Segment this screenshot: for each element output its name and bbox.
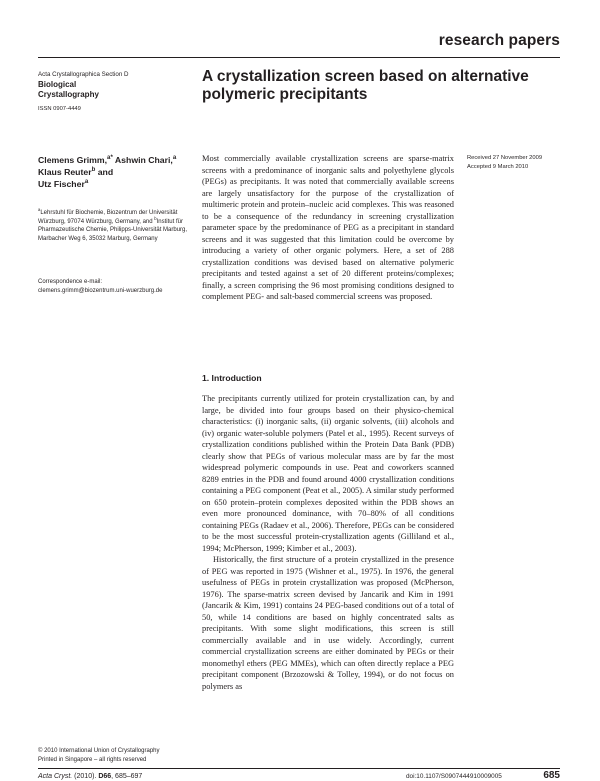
copyright-line1: © 2010 International Union of Crystallography [38, 748, 160, 754]
affil-a-text: Lehrstuhl für Biochemie, Biozentrum der Universität Würzburg, 97074 Würzburg, Germany, and [38, 210, 178, 225]
affil-mark: b [91, 166, 96, 174]
affil-mark: a [84, 178, 89, 186]
received-date: Received 27 November 2009 [467, 155, 543, 161]
author-chari: Ashwin Chari, [112, 155, 173, 165]
footer-volume: D66 [98, 773, 112, 780]
author-reuter: Klaus Reuter [38, 167, 92, 177]
section-heading-introduction: 1. Introduction [202, 373, 262, 383]
affil-mark: a [107, 154, 111, 162]
article-dates [467, 154, 567, 172]
journal-abbrev: Acta Cryst. [38, 773, 73, 780]
affil-b-mark: b [154, 215, 157, 221]
section-label: research papers [438, 32, 560, 49]
article-title: A crystallization screen based on alternative polymeric precipitants [202, 68, 529, 103]
introduction-body [202, 393, 454, 692]
footer-year: (2010). [72, 773, 99, 780]
affiliations [38, 209, 190, 243]
header-rule [38, 57, 560, 58]
author-grimm: Clemens Grimm, [38, 155, 108, 165]
issn: ISSN 0907-4449 [38, 106, 81, 112]
journal-name [38, 80, 190, 100]
intro-paragraph-1: The precipitants currently utilized for protein crystallization can, by and large, be divided into four groups based on their physico-chemical characteristics: (i) inorganic salts, (ii) organic solvents, (iii) alcohols and (iv) organic water-soluble polymers (Patel et al., 1995). Recent surveys of crystallization conditions published within the Protein Data Bank (PDB) clearly show that PEGs of various molecular mass are by far the most widespread polymeric compounds in use. Peat and coworkers scanned 8289 entries in the PDB and found around 4000 crystallization conditions containing a PEG component (Peat et al., 2005). A similar study performed on 650 protein–protein complexes deposited within the PDB shows an even more pronounced dominance, with 70–80% of all conditions containing PEGs (Radaev et al., 2006). Therefore, PEGs can be considered to be the most successful protein-crystallization agents (Gilliland et al., 1994; McPherson, 1999; Kimber et al., 2003). [202, 394, 454, 553]
affil-b-text: Institut für Pharmazeutische Chemie, Philipps-Universität Marburg, Marbacher Weg 6, 35032 Marburg, Germany [38, 218, 188, 242]
page-number: 685 [543, 770, 560, 781]
doi[interactable]: doi:10.1107/S0907444910009005 [406, 773, 502, 780]
footer-pages: , 685–697 [111, 773, 143, 780]
affil-a-mark: a [38, 207, 41, 212]
citation-footer [38, 773, 142, 780]
copyright-line2: Printed in Singapore – all rights reserved [38, 756, 147, 763]
correspondence-email[interactable]: clemens.grimm@biozentrum.uni-wuerzburg.de [38, 287, 163, 294]
footer-rule [38, 768, 560, 769]
author-list [38, 154, 190, 190]
corresponding-mark: * [110, 154, 113, 162]
journal-name-line2: Crystallography [38, 90, 99, 99]
affil-mark: a [172, 154, 177, 162]
journal-name-line1: Biological [38, 80, 77, 89]
copyright [38, 747, 190, 764]
journal-section: Acta Crystallographica Section D [38, 71, 129, 78]
abstract: Most commercially available crystallization screens are sparse-matrix screens with a predominance of inorganic salts and polyethylene glycols (PEGs) as precipitants. It was noted that commercially available screens are largely unsatisfactory for the purpose of the crystallization of multimeric protein and protein–nucleic acid complexes. This was reasoned to be a consequence of the redundancy in screening crystallization parameter space by the predominance of PEG as a precipitant in standard screens and it was suggested that this limitation could be overcome by introducing a variety of other organic polymers. Here, a set of 288 crystallization conditions was devised based on alternative polymeric precipitants and tested against a set of 20 different proteins/complexes; finally, a screen comprising the 96 most promising conditions designed to complement PEG- and salt-based commercial screens was proposed. [202, 154, 454, 301]
author-fischer: Utz Fischer [38, 179, 85, 189]
correspondence-label: Correspondence e-mail: [38, 279, 103, 285]
author-and: and [95, 167, 114, 177]
accepted-date: Accepted 9 March 2010 [467, 164, 529, 170]
correspondence [38, 278, 190, 295]
intro-paragraph-2: Historically, the first structure of a protein crystallized in the presence of PEG was reported in 1975 (Wishner et al., 1975). In 1976, the general usefulness of PEGs in protein crystallization was proposed (McPherson, 1976). The sparse-matrix screen devised by Jancarik and Kim in 1991 (Jancarik & Kim, 1991) contains 24 PEG-based conditions out of a total of 50, while 14 conditions are based on highly concentrated salts as precipitants. With some slight modifications, this screen is still commercially available and in use widely. Accordingly, current commercial crystallization screens are either dominated by PEGs or their monomethyl ethers (PEG MMEs), which can often directly replace a PEG precipitant component (Brzozowski & Tolley, 1994), or do not focus on polymers as [202, 555, 454, 691]
